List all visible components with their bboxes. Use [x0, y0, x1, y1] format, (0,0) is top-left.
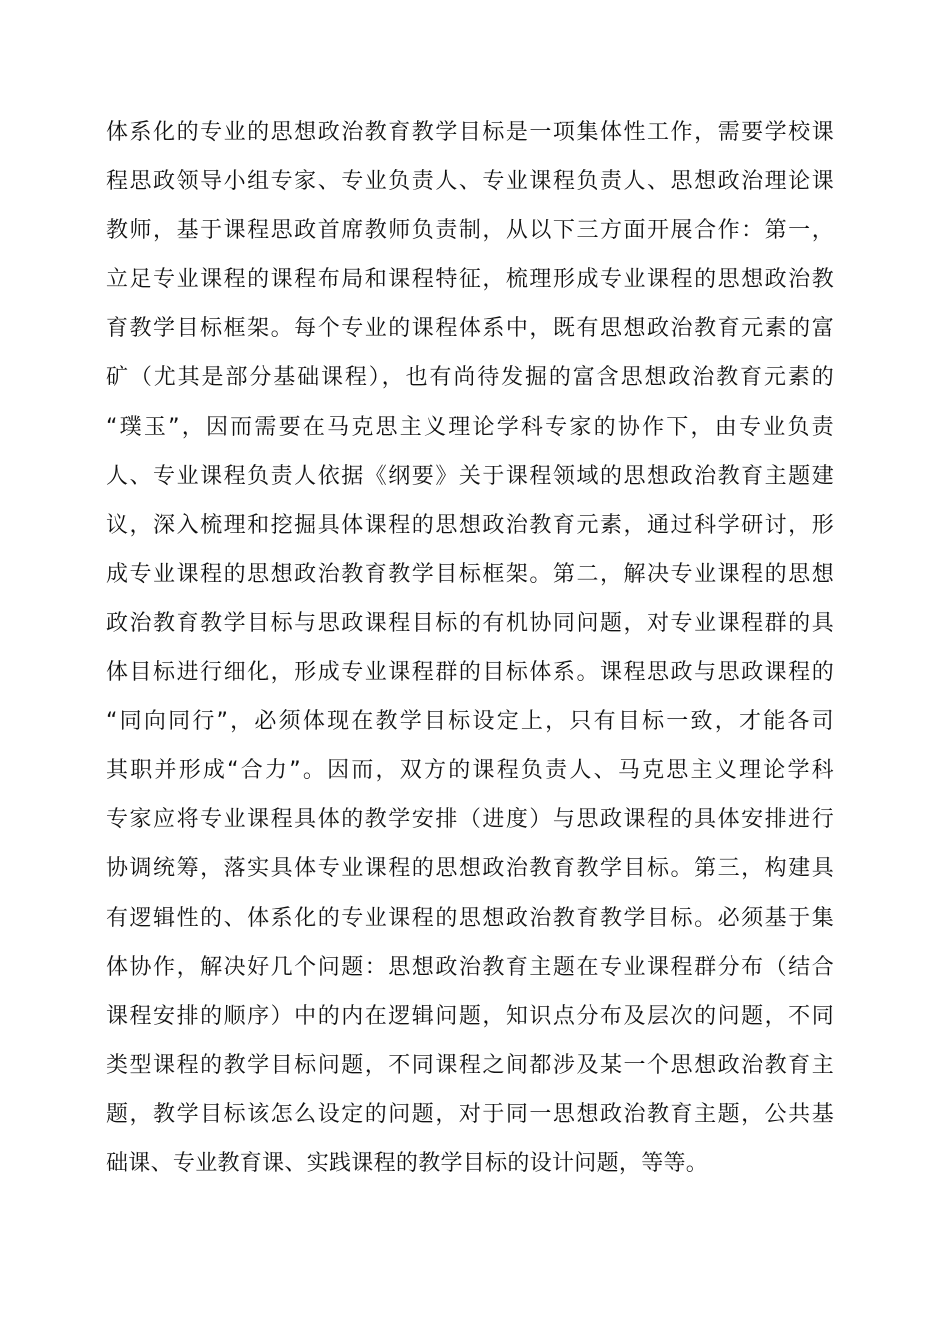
text-line: 成专业课程的思想政治教育教学目标框架。第二，解决专业课程的思想 — [106, 561, 834, 587]
text-line: 矿（尤其是部分基础课程），也有尚待发掘的富含思想政治教育元素的 — [106, 365, 834, 391]
text-line: 政治教育教学目标与思政课程目标的有机协同问题，对专业课程群的具 — [106, 610, 834, 636]
text-line: 其职并形成“合力”。因而，双方的课程负责人、马克思主义理论学科 — [106, 758, 834, 784]
text-line: 专家应将专业课程具体的教学安排（进度）与思政课程的具体安排进行 — [106, 807, 834, 833]
text-line: 课程安排的顺序）中的内在逻辑问题，知识点分布及层次的问题，不同 — [106, 1003, 834, 1029]
text-line: 体目标进行细化，形成专业课程群的目标体系。课程思政与思政课程的 — [106, 660, 834, 686]
text-line: 体协作，解决好几个问题：思想政治教育主题在专业课程群分布（结合 — [106, 954, 834, 980]
text-line: 体系化的专业的思想政治教育教学目标是一项集体性工作，需要学校课 — [106, 120, 834, 145]
text-line: 育教学目标框架。每个专业的课程体系中，既有思想政治教育元素的富 — [106, 316, 834, 342]
text-line: 议，深入梳理和挖掘具体课程的思想政治教育元素，通过科学研讨，形 — [106, 512, 834, 538]
text-line: 类型课程的教学目标问题，不同课程之间都涉及某一个思想政治教育主 — [106, 1052, 834, 1078]
text-line: “同向同行”，必须体现在教学目标设定上，只有目标一致，才能各司 — [106, 709, 834, 735]
text-line: 人、专业课程负责人依据《纲要》关于课程领域的思想政治教育主题建 — [106, 463, 834, 489]
text-line: 础课、专业教育课、实践课程的教学目标的设计问题，等等。 — [106, 1150, 709, 1176]
text-line: 题，教学目标该怎么设定的问题，对于同一思想政治教育主题，公共基 — [106, 1101, 834, 1127]
text-line: 有逻辑性的、体系化的专业课程的思想政治教育教学目标。必须基于集 — [106, 905, 834, 931]
text-line: 立足专业课程的课程布局和课程特征，梳理形成专业课程的思想政治教 — [106, 267, 834, 293]
body-paragraph — [106, 108, 834, 1188]
text-line: 协调统筹，落实具体专业课程的思想政治教育教学目标。第三，构建具 — [106, 856, 834, 882]
text-line: “璞玉”，因而需要在马克思主义理论学科专家的协作下，由专业负责 — [106, 414, 834, 440]
text-line: 程思政领导小组专家、专业负责人、专业课程负责人、思想政治理论课 — [106, 169, 834, 195]
text-line: 教师，基于课程思政首席教师负责制，从以下三方面开展合作：第一， — [106, 218, 834, 244]
